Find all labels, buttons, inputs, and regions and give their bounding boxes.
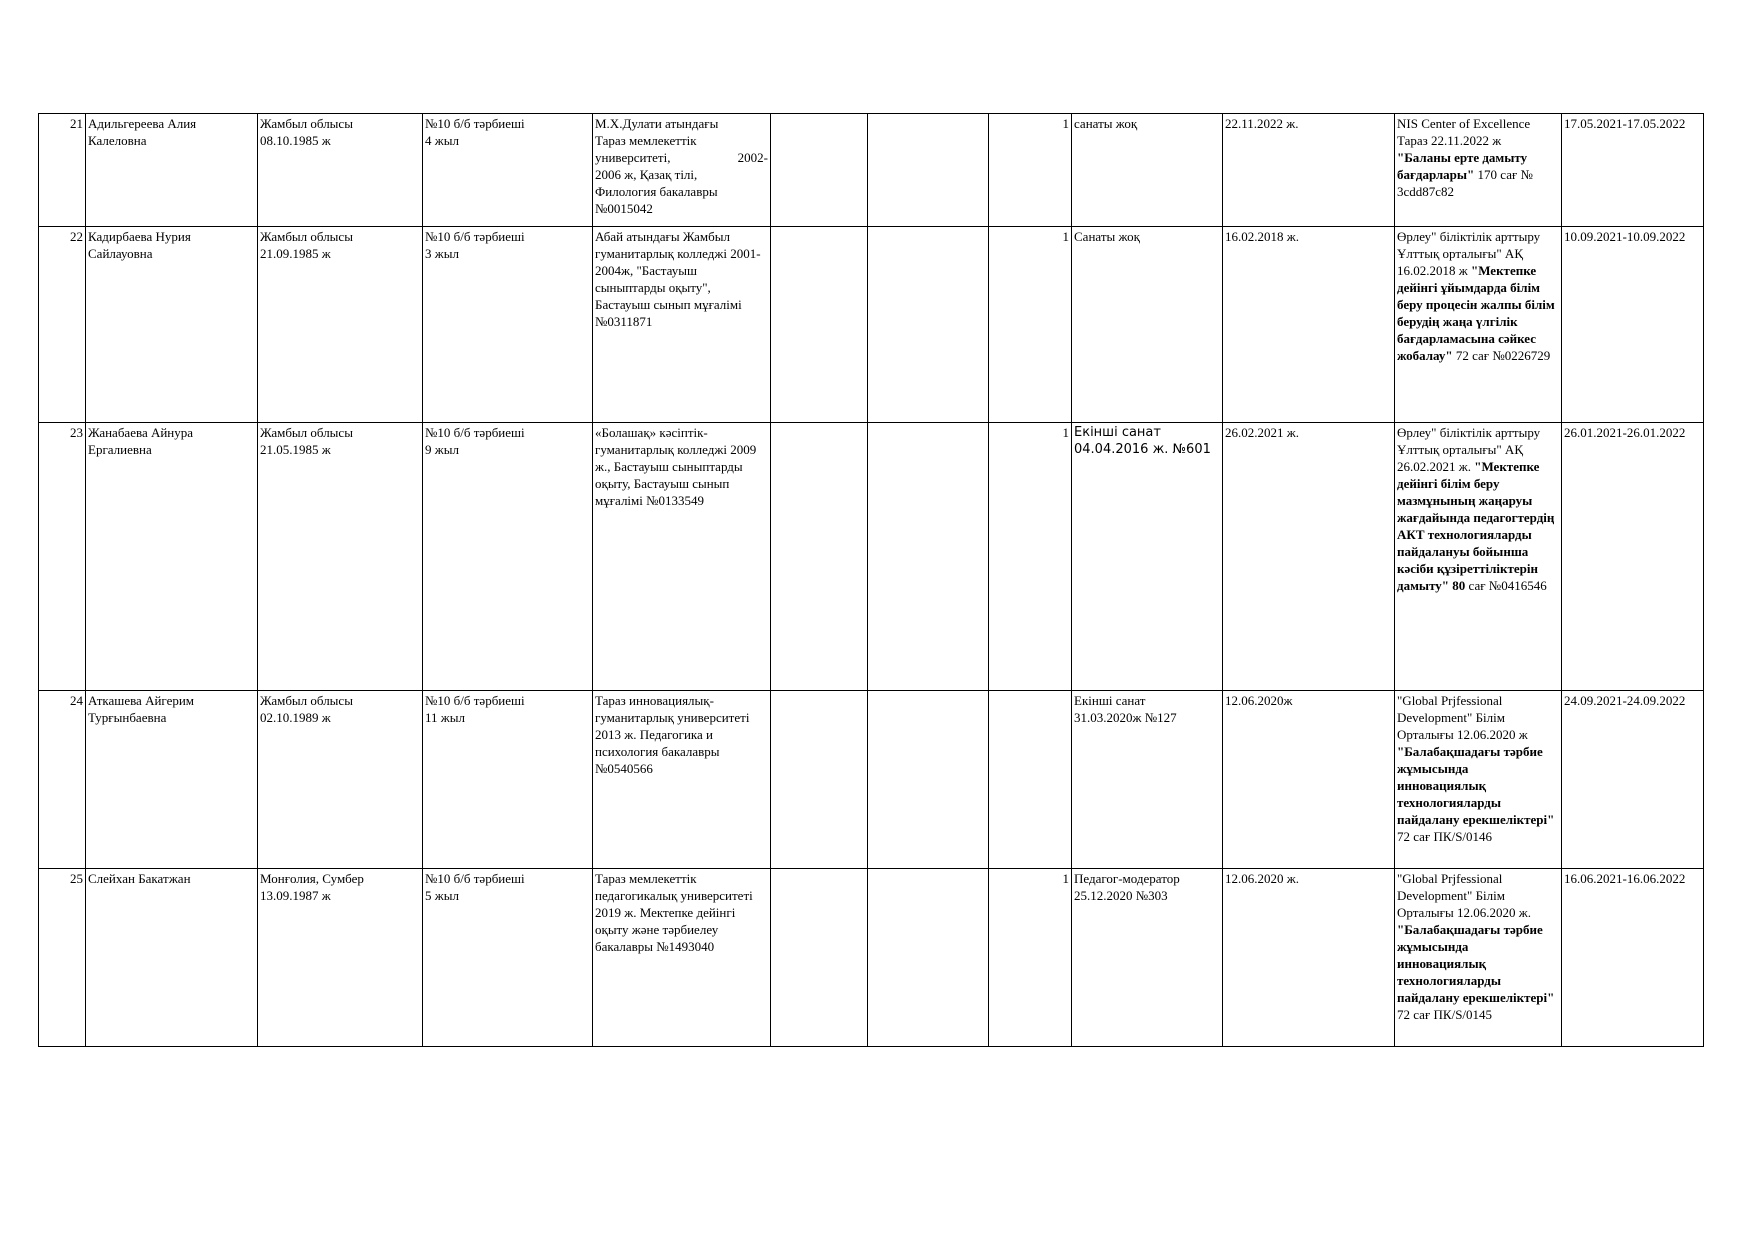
empty-cell xyxy=(771,114,868,227)
course-pre: Өрлеу" біліктілік арттыру Ұлттық орталығы" АҚ 26.02.2021 ж. xyxy=(1397,425,1541,474)
course-info xyxy=(1395,869,1562,1047)
category: санаты жоқ xyxy=(1072,114,1223,227)
education-line: М.Х.Дулати атындағы xyxy=(595,116,719,131)
empty-cell xyxy=(868,869,989,1047)
empty-cell xyxy=(771,691,868,869)
category: Екінші санат 04.04.2016 ж. №601 xyxy=(1072,423,1223,691)
experience: 4 жыл xyxy=(425,133,459,148)
full-name: Жанабаева Айнура Ергалиевна xyxy=(86,423,258,691)
row-number: 25 xyxy=(39,869,86,1047)
birth-date: 02.10.1989 ж xyxy=(260,710,331,725)
position: №10 б/б тәрбиеші xyxy=(425,425,525,440)
birth-date: 21.05.1985 ж xyxy=(260,442,331,457)
experience: 11 жыл xyxy=(425,710,465,725)
course-pre: "Global Prjfessional Development" Білім Орталығы 12.06.2020 ж. xyxy=(1397,871,1531,920)
row-number: 23 xyxy=(39,423,86,691)
position-info xyxy=(423,227,593,423)
position-info xyxy=(423,691,593,869)
validity-period: 10.09.2021-10.09.2022 xyxy=(1562,227,1704,423)
course-post: 72 сағ №0226729 xyxy=(1452,348,1551,363)
course-title: "Мектепке дейінгі ұйымдарда білім беру процесін жалпы білім берудің жаңа үлгілік бағдарламасына сәйкес жобалау" xyxy=(1397,263,1555,363)
education: Тараз мемлекеттік педагогикалық университеті 2019 ж. Мектепке дейінгі оқыту және тәрбиелеу бакалавры №1493040 xyxy=(593,869,771,1047)
course-info xyxy=(1395,423,1562,691)
education-line-part: 2002- xyxy=(737,150,768,165)
course-info xyxy=(1395,691,1562,869)
certification-date: 12.06.2020 ж. xyxy=(1223,869,1395,1047)
birth-date: 21.09.1985 ж xyxy=(260,246,331,261)
education: «Болашақ» кәсіптік-гуманитарлық колледжі 2009 ж., Бастауыш сыныптарды оқыту, Бастауыш сынып мұғалімі №0133549 xyxy=(593,423,771,691)
table-row xyxy=(39,114,1704,227)
course-title: "Балабақшадағы тәрбие жұмысында инновациялық технологияларды пайдалану ерекшеліктері" xyxy=(1397,922,1555,1005)
table-row xyxy=(39,869,1704,1047)
certification-date: 16.02.2018 ж. xyxy=(1223,227,1395,423)
count-cell xyxy=(989,691,1072,869)
education-line: Филология бакалавры xyxy=(595,184,718,199)
full-name: Адильгереева Алия Калеловна xyxy=(86,114,258,227)
empty-cell xyxy=(868,114,989,227)
count-cell: 1 xyxy=(989,114,1072,227)
birth-date: 08.10.1985 ж xyxy=(260,133,331,148)
education-line: Тараз мемлекеттік xyxy=(595,133,697,148)
position: №10 б/б тәрбиеші xyxy=(425,116,525,131)
birth-info xyxy=(258,869,423,1047)
birth-info xyxy=(258,227,423,423)
education xyxy=(593,114,771,227)
category: Санаты жоқ xyxy=(1072,227,1223,423)
birth-place: Жамбыл облысы xyxy=(260,425,353,440)
table-row xyxy=(39,423,1704,691)
education-line xyxy=(595,149,768,166)
education: Абай атындағы Жамбыл гуманитарлық колледжі 2001-2004ж, "Бастауыш сыныптарды оқыту", Бастауыш сынып мұғалімі №0311871 xyxy=(593,227,771,423)
birth-date: 13.09.1987 ж xyxy=(260,888,331,903)
count-cell: 1 xyxy=(989,227,1072,423)
birth-place: Жамбыл облысы xyxy=(260,693,353,708)
row-number: 24 xyxy=(39,691,86,869)
count-cell: 1 xyxy=(989,423,1072,691)
course-title: "Мектепке дейінгі білім беру мазмұнының жаңаруы жағдайында педагогтердің АКТ технологияларды пайдалануы бойынша кәсіби құзіреттіліктерін дамыту" 80 xyxy=(1397,459,1555,593)
empty-cell xyxy=(771,869,868,1047)
certification-date: 22.11.2022 ж. xyxy=(1223,114,1395,227)
position-info xyxy=(423,869,593,1047)
count-cell: 1 xyxy=(989,869,1072,1047)
course-title: "Балабақшадағы тәрбие жұмысында инновациялық технологияларды пайдалану ерекшеліктері" xyxy=(1397,744,1555,827)
course-pre: Өрлеу" біліктілік арттыру Ұлттық орталығы" АҚ 16.02.2018 ж xyxy=(1397,229,1541,278)
education-line: 2006 ж, Қазақ тілі, xyxy=(595,167,698,182)
birth-info xyxy=(258,423,423,691)
validity-period: 16.06.2021-16.06.2022 xyxy=(1562,869,1704,1047)
position: №10 б/б тәрбиеші xyxy=(425,229,525,244)
experience: 3 жыл xyxy=(425,246,459,261)
category xyxy=(1072,691,1223,869)
course-pre: NIS Center of Excellence Тараз 22.11.2022 ж xyxy=(1397,116,1531,148)
education-line: №0015042 xyxy=(595,201,653,216)
row-number: 21 xyxy=(39,114,86,227)
staff-table xyxy=(38,113,1704,1047)
full-name: Аткашева Айгерим Турғынбаевна xyxy=(86,691,258,869)
empty-cell xyxy=(868,691,989,869)
category xyxy=(1072,869,1223,1047)
course-title: "Баланы ерте дамыту бағдарлары" xyxy=(1397,150,1528,182)
empty-cell xyxy=(868,423,989,691)
course-pre: "Global Prjfessional Development" Білім Орталығы 12.06.2020 ж xyxy=(1397,693,1528,742)
education-line-part: университеті, xyxy=(595,150,671,165)
birth-place: Жамбыл облысы xyxy=(260,229,353,244)
validity-period: 17.05.2021-17.05.2022 xyxy=(1562,114,1704,227)
row-number: 22 xyxy=(39,227,86,423)
empty-cell xyxy=(868,227,989,423)
course-info xyxy=(1395,227,1562,423)
empty-cell xyxy=(771,227,868,423)
table-row xyxy=(39,691,1704,869)
category-line: 31.03.2020ж №127 xyxy=(1074,710,1177,725)
table-row xyxy=(39,227,1704,423)
position-info xyxy=(423,423,593,691)
certification-date: 26.02.2021 ж. xyxy=(1223,423,1395,691)
course-post: сағ №0416546 xyxy=(1465,578,1547,593)
course-post: 170 сағ № 3cdd87c82 xyxy=(1397,167,1533,199)
category-line: Екінші санат xyxy=(1074,693,1146,708)
course-post: 72 сағ ПК/S/0146 xyxy=(1397,829,1493,844)
course-post: 72 сағ ПК/S/0145 xyxy=(1397,1007,1493,1022)
category-line: 25.12.2020 №303 xyxy=(1074,888,1168,903)
validity-period: 24.09.2021-24.09.2022 xyxy=(1562,691,1704,869)
full-name: Кадирбаева Нурия Сайлауовна xyxy=(86,227,258,423)
experience: 9 жыл xyxy=(425,442,459,457)
birth-place: Монғолия, Сумбер xyxy=(260,871,364,886)
birth-info xyxy=(258,114,423,227)
birth-info xyxy=(258,691,423,869)
empty-cell xyxy=(771,423,868,691)
course-info xyxy=(1395,114,1562,227)
validity-period: 26.01.2021-26.01.2022 xyxy=(1562,423,1704,691)
education: Тараз инновациялық-гуманитарлық университеті 2013 ж. Педагогика и психология бакалавры №0540566 xyxy=(593,691,771,869)
position: №10 б/б тәрбиеші xyxy=(425,871,525,886)
position: №10 б/б тәрбиеші xyxy=(425,693,525,708)
position-info xyxy=(423,114,593,227)
birth-place: Жамбыл облысы xyxy=(260,116,353,131)
category-line: Педагог-модератор xyxy=(1074,871,1180,886)
certification-date: 12.06.2020ж xyxy=(1223,691,1395,869)
full-name: Слейхан Бакатжан xyxy=(86,869,258,1047)
experience: 5 жыл xyxy=(425,888,459,903)
